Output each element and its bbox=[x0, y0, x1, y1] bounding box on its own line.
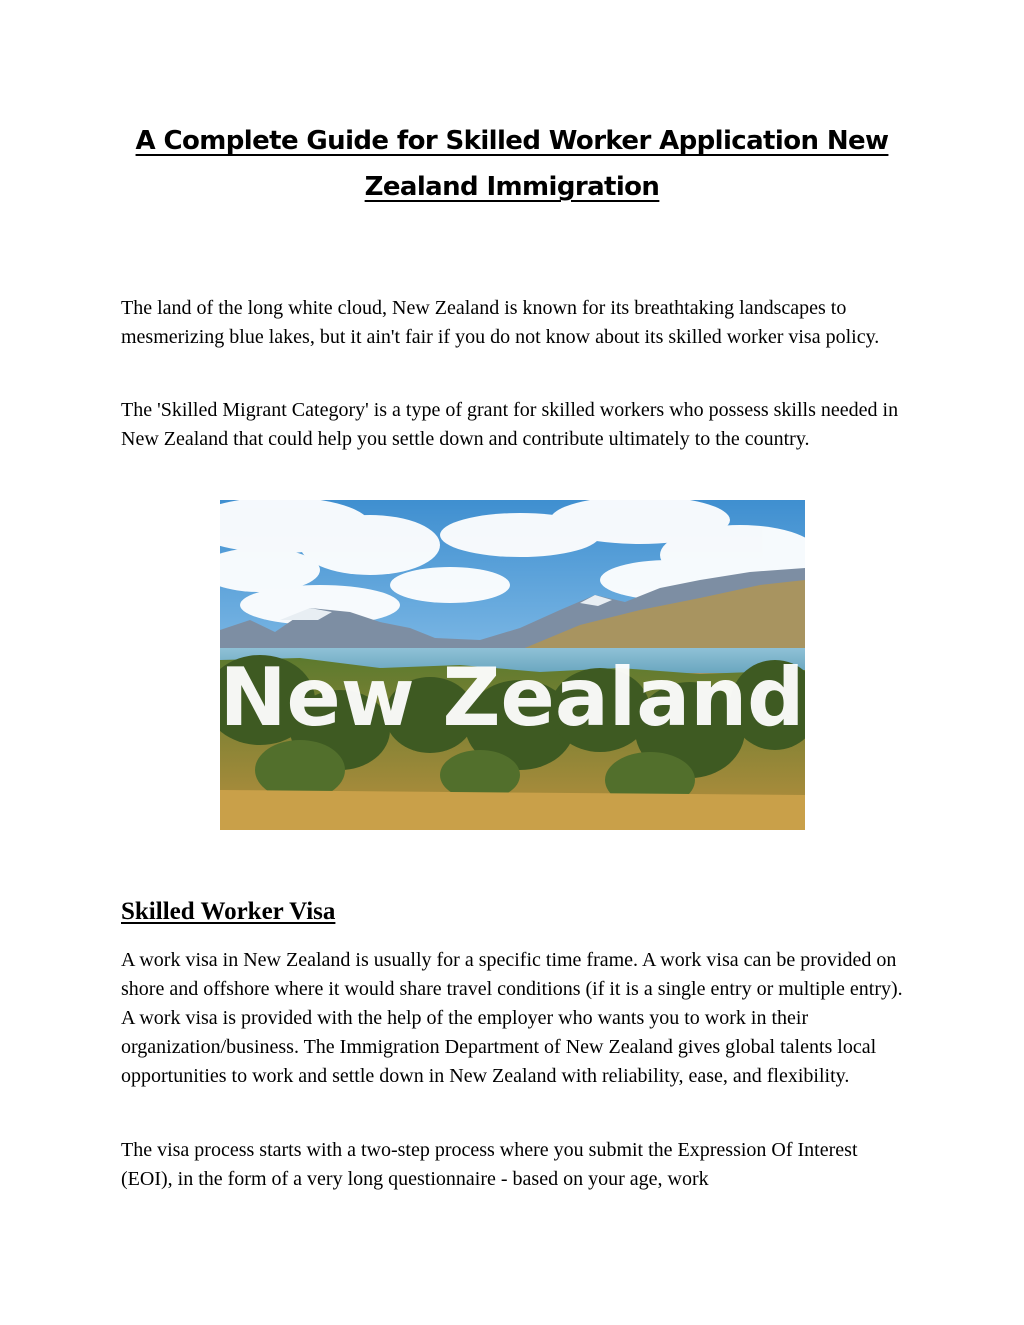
image-overlay-text: New Zealand bbox=[220, 651, 805, 744]
intro-paragraph: The 'Skilled Migrant Category' is a type of grant for skilled workers who possess skills needed in New Zealand that could help you settle down and contribute ultimately to the country. bbox=[121, 399, 899, 450]
intro-paragraph: The land of the long white cloud, New Zealand is known for its breathtaking landscapes to mesmerizing blue lakes, but it ain't fair if you do not know about its skilled worker visa policy. bbox=[121, 297, 880, 348]
section-heading: Skilled Worker Visa bbox=[121, 898, 336, 925]
section-paragraph: The visa process starts with a two-step process where you submit the Expression Of Interest (EOI), in the form of a very long questionnaire - based on your age, work bbox=[121, 1139, 858, 1190]
new-zealand-landscape-image bbox=[220, 500, 805, 830]
section-paragraph: A work visa in New Zealand is usually for a specific time frame. A work visa can be provided on shore and offshore where it would share travel conditions (if it is a single entry or multiple entry). A work visa is provided with the help of the employer who wants you to work in their organization/business. The Immigration Department of New Zealand gives global talents local opportunities to work and settle down in New Zealand with reliability, ease, and flexibility. bbox=[121, 949, 903, 1087]
document-title: A Complete Guide for Skilled Worker Application New Zealand Immigration bbox=[135, 126, 889, 202]
